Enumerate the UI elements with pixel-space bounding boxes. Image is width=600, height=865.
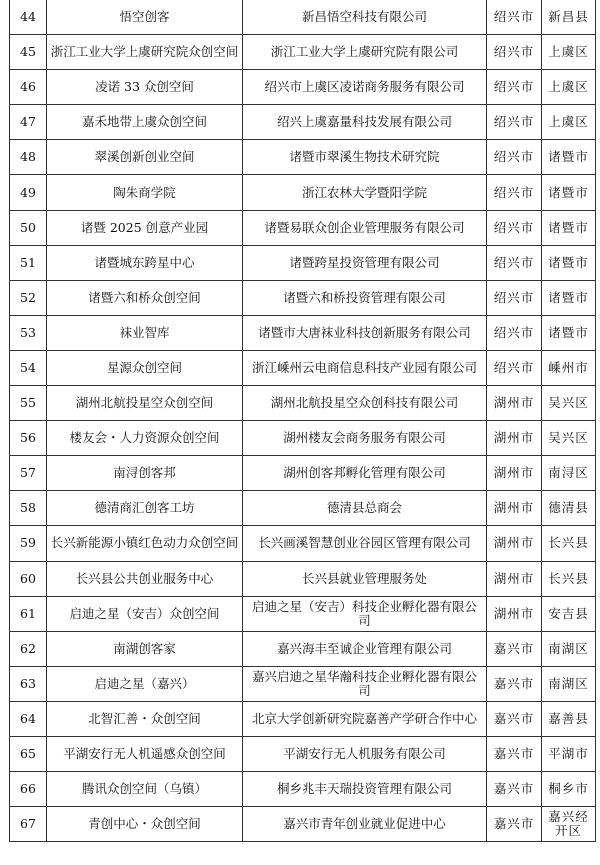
operating-organization: 湖州创客邦孵化管理有限公司 [243, 456, 487, 491]
space-name: 翠溪创新创业空间 [47, 140, 243, 175]
table-row [10, 210, 596, 245]
county-cell: 嘉兴经开区 [542, 807, 596, 842]
city-cell: 湖州市 [487, 596, 542, 631]
city-cell: 绍兴市 [487, 245, 542, 280]
city-cell: 嘉兴市 [487, 772, 542, 807]
operating-organization: 诸暨六和桥投资管理有限公司 [243, 280, 487, 315]
operating-organization: 浙江嵊州云电商信息科技产业园有限公司 [243, 350, 487, 385]
table-row [10, 280, 596, 315]
incubator-list-table [9, 0, 596, 842]
table-row [10, 386, 596, 421]
space-name: 诸暨六和桥众创空间 [47, 280, 243, 315]
space-name: 长兴新能源小镇红色动力众创空间 [47, 526, 243, 561]
city-cell: 绍兴市 [487, 280, 542, 315]
space-name: 湖州北航投星空众创空间 [47, 386, 243, 421]
city-cell: 嘉兴市 [487, 666, 542, 701]
operating-organization: 浙江农林大学暨阳学院 [243, 175, 487, 210]
operating-organization: 诸暨跨星投资管理有限公司 [243, 245, 487, 280]
operating-organization: 诸暨市翠溪生物技术研究院 [243, 140, 487, 175]
table-row [10, 807, 596, 842]
city-cell: 绍兴市 [487, 140, 542, 175]
county-cell: 新昌县 [542, 0, 596, 35]
table-row [10, 350, 596, 385]
row-number: 51 [10, 245, 47, 280]
operating-organization: 绍兴上虞嘉量科技发展有限公司 [243, 105, 487, 140]
county-cell: 吴兴区 [542, 421, 596, 456]
table-row [10, 701, 596, 736]
county-cell: 长兴县 [542, 526, 596, 561]
operating-organization: 绍兴市上虞区凌诺商务服务有限公司 [243, 70, 487, 105]
row-number: 50 [10, 210, 47, 245]
city-cell: 湖州市 [487, 456, 542, 491]
row-number: 52 [10, 280, 47, 315]
table-row [10, 456, 596, 491]
row-number: 46 [10, 70, 47, 105]
table-row [10, 245, 596, 280]
operating-organization: 嘉兴启迪之星华瀚科技企业孵化器有限公司 [243, 666, 487, 701]
table-row [10, 631, 596, 666]
operating-organization: 长兴县就业管理服务处 [243, 561, 487, 596]
city-cell: 绍兴市 [487, 0, 542, 35]
row-number: 64 [10, 701, 47, 736]
space-name: 袜业智库 [47, 315, 243, 350]
space-name: 平湖安行无人机遥感众创空间 [47, 736, 243, 771]
city-cell: 嘉兴市 [487, 736, 542, 771]
space-name: 德清商汇创客工坊 [47, 491, 243, 526]
operating-organization: 新昌悟空科技有限公司 [243, 0, 487, 35]
county-cell: 诸暨市 [542, 280, 596, 315]
county-cell: 德清县 [542, 491, 596, 526]
row-number: 62 [10, 631, 47, 666]
county-cell: 吴兴区 [542, 386, 596, 421]
county-cell: 诸暨市 [542, 315, 596, 350]
city-cell: 绍兴市 [487, 35, 542, 70]
city-cell: 湖州市 [487, 386, 542, 421]
operating-organization: 湖州北航投星空众创科技有限公司 [243, 386, 487, 421]
space-name: 腾讯众创空间（乌镇） [47, 772, 243, 807]
county-cell: 嘉善县 [542, 701, 596, 736]
table-row [10, 105, 596, 140]
space-name: 诸暨 2025 创意产业园 [47, 210, 243, 245]
city-cell: 绍兴市 [487, 210, 542, 245]
table-row [10, 526, 596, 561]
city-cell: 嘉兴市 [487, 701, 542, 736]
operating-organization: 湖州楼友会商务服务有限公司 [243, 421, 487, 456]
operating-organization: 诸暨易联众创企业管理服务有限公司 [243, 210, 487, 245]
space-name: 诸暨城东跨星中心 [47, 245, 243, 280]
row-number: 55 [10, 386, 47, 421]
operating-organization: 嘉兴市青年创业就业促进中心 [243, 807, 487, 842]
table-row [10, 140, 596, 175]
table-row [10, 772, 596, 807]
city-cell: 绍兴市 [487, 350, 542, 385]
row-number: 67 [10, 807, 47, 842]
table-row [10, 315, 596, 350]
table-row [10, 561, 596, 596]
row-number: 63 [10, 666, 47, 701]
space-name: 启迪之星（嘉兴） [47, 666, 243, 701]
table-row [10, 666, 596, 701]
county-cell: 诸暨市 [542, 210, 596, 245]
city-cell: 湖州市 [487, 526, 542, 561]
table-body [10, 0, 596, 842]
row-number: 45 [10, 35, 47, 70]
row-number: 47 [10, 105, 47, 140]
row-number: 66 [10, 772, 47, 807]
operating-organization: 浙江工业大学上虞研究院有限公司 [243, 35, 487, 70]
operating-organization: 平湖安行无人机服务有限公司 [243, 736, 487, 771]
space-name: 浙江工业大学上虞研究院众创空间 [47, 35, 243, 70]
space-name: 启迪之星（安吉）众创空间 [47, 596, 243, 631]
space-name: 陶朱商学院 [47, 175, 243, 210]
operating-organization: 北京大学创新研究院嘉善产学研合作中心 [243, 701, 487, 736]
city-cell: 湖州市 [487, 561, 542, 596]
table-row [10, 596, 596, 631]
row-number: 60 [10, 561, 47, 596]
city-cell: 绍兴市 [487, 175, 542, 210]
table-row [10, 421, 596, 456]
operating-organization: 德清县总商会 [243, 491, 487, 526]
space-name: 南浔创客邦 [47, 456, 243, 491]
county-cell: 南浔区 [542, 456, 596, 491]
space-name: 嘉禾地带上虞众创空间 [47, 105, 243, 140]
county-cell: 安吉县 [542, 596, 596, 631]
row-number: 48 [10, 140, 47, 175]
space-name: 楼友会・人力资源众创空间 [47, 421, 243, 456]
city-cell: 湖州市 [487, 421, 542, 456]
table-row [10, 35, 596, 70]
row-number: 57 [10, 456, 47, 491]
space-name: 长兴县公共创业服务中心 [47, 561, 243, 596]
space-name: 青创中心・众创空间 [47, 807, 243, 842]
row-number: 49 [10, 175, 47, 210]
row-number: 58 [10, 491, 47, 526]
row-number: 54 [10, 350, 47, 385]
table-row [10, 736, 596, 771]
row-number: 59 [10, 526, 47, 561]
county-cell: 诸暨市 [542, 175, 596, 210]
operating-organization: 启迪之星（安吉）科技企业孵化器有限公司 [243, 596, 487, 631]
county-cell: 南湖区 [542, 631, 596, 666]
county-cell: 长兴县 [542, 561, 596, 596]
table-row [10, 0, 596, 35]
space-name: 星源众创空间 [47, 350, 243, 385]
city-cell: 湖州市 [487, 491, 542, 526]
city-cell: 绍兴市 [487, 315, 542, 350]
operating-organization: 桐乡兆丰天瑞投资管理有限公司 [243, 772, 487, 807]
county-cell: 南湖区 [542, 666, 596, 701]
space-name: 凌诺 33 众创空间 [47, 70, 243, 105]
operating-organization: 诸暨市大唐袜业科技创新服务有限公司 [243, 315, 487, 350]
county-cell: 上虞区 [542, 70, 596, 105]
city-cell: 绍兴市 [487, 105, 542, 140]
operating-organization: 长兴画溪智慧创业谷园区管理有限公司 [243, 526, 487, 561]
row-number: 53 [10, 315, 47, 350]
county-cell: 诸暨市 [542, 245, 596, 280]
operating-organization: 嘉兴海丰至诚企业管理有限公司 [243, 631, 487, 666]
table-row [10, 175, 596, 210]
row-number: 65 [10, 736, 47, 771]
county-cell: 平湖市 [542, 736, 596, 771]
row-number: 61 [10, 596, 47, 631]
space-name: 北智汇善・众创空间 [47, 701, 243, 736]
table-row [10, 70, 596, 105]
county-cell: 上虞区 [542, 35, 596, 70]
row-number: 44 [10, 0, 47, 35]
county-cell: 上虞区 [542, 105, 596, 140]
table-row [10, 491, 596, 526]
city-cell: 绍兴市 [487, 70, 542, 105]
space-name: 悟空创客 [47, 0, 243, 35]
county-cell: 桐乡市 [542, 772, 596, 807]
row-number: 56 [10, 421, 47, 456]
city-cell: 嘉兴市 [487, 631, 542, 666]
space-name: 南湖创客家 [47, 631, 243, 666]
county-cell: 嵊州市 [542, 350, 596, 385]
county-cell: 诸暨市 [542, 140, 596, 175]
city-cell: 嘉兴市 [487, 807, 542, 842]
